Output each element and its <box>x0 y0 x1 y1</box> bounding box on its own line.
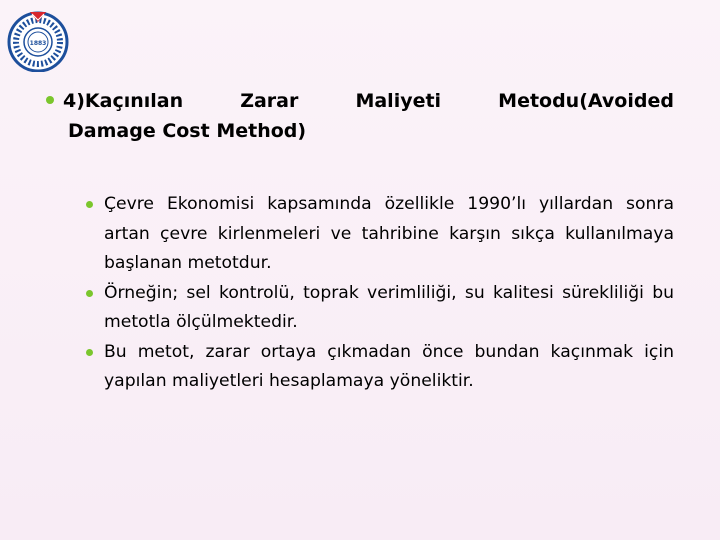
list-item <box>86 190 674 279</box>
heading-word: Maliyeti <box>355 90 442 112</box>
list-item <box>86 279 674 338</box>
slide-heading <box>46 86 674 146</box>
heading-line2: Damage Cost Method) <box>68 120 307 142</box>
bullet-text: Örneğin; sel kontrolü, toprak verimliliği, su kalitesi sürekliliği bu metotla ölçülmektedir. <box>104 282 674 332</box>
bullet-text: Bu metot, zarar ortaya çıkmadan önce bundan kaçınmak için yapılan maliyetleri hesaplamaya yöneliktir. <box>104 341 674 391</box>
heading-bullet-icon <box>46 96 54 104</box>
svg-text:1883: 1883 <box>29 40 47 47</box>
heading-word: 4)Kaçınılan <box>63 90 184 112</box>
bullet-list <box>86 190 674 397</box>
heading-word: Zarar <box>240 90 299 112</box>
list-item <box>86 338 674 397</box>
bullet-icon <box>86 349 93 356</box>
university-seal-logo <box>6 8 70 72</box>
heading-word: Metodu(Avoided <box>498 90 674 112</box>
bullet-icon <box>86 290 93 297</box>
bullet-icon <box>86 201 93 208</box>
bullet-text: Çevre Ekonomisi kapsamında özellikle 1990’lı yıllardan sonra artan çevre kirlenmeleri ve tahribine karşın sıkça kullanılmaya başlanan metotdur. <box>104 194 674 273</box>
